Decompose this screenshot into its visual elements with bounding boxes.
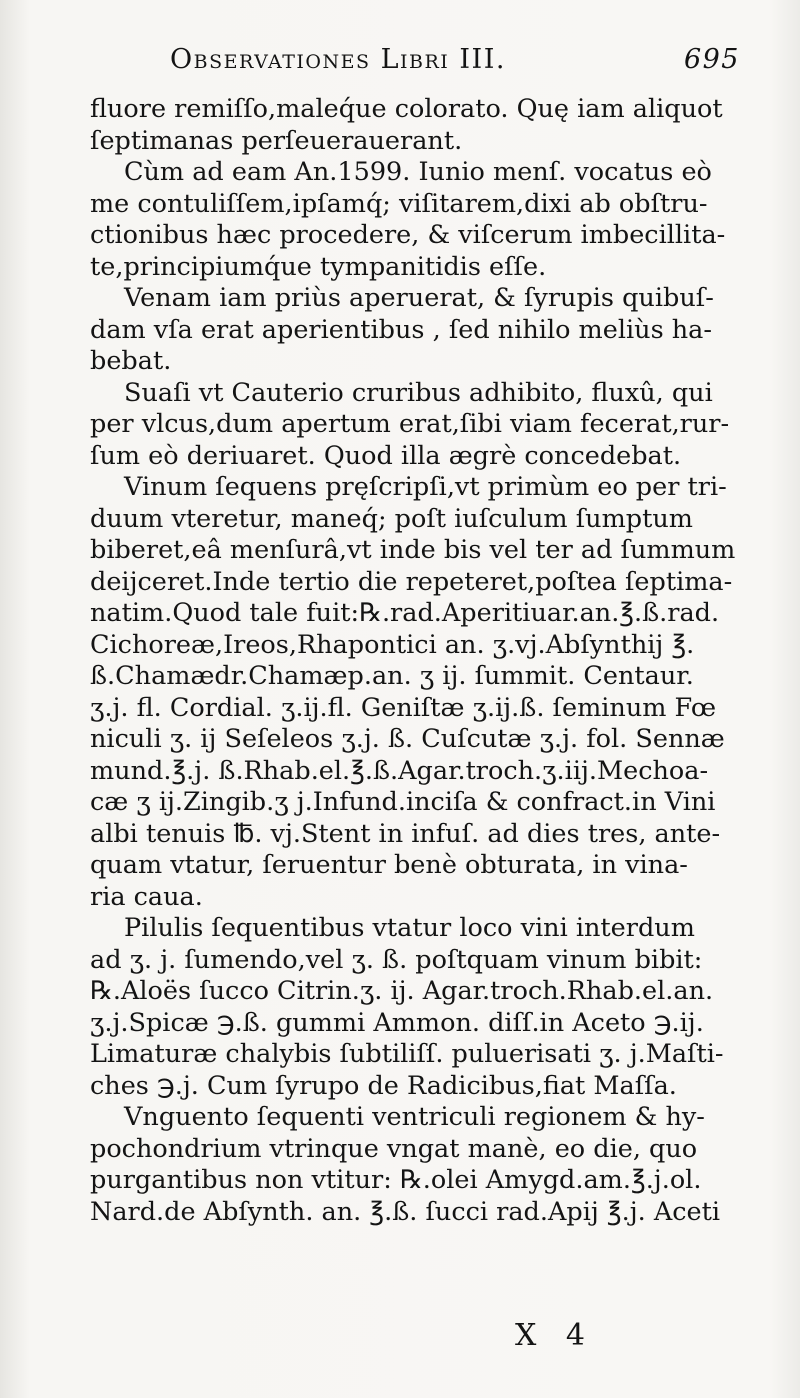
text-line: bebat. (90, 346, 172, 376)
text-line: Cichoreæ,Ireos,Rhapontici an. ʒ.vj.Abſynthij ℥. (90, 629, 695, 660)
text-line: ſum eò deriuaret. Quod illa ægrè concedebat. (90, 440, 682, 471)
text-line: te,principiumq́ue tympanitidis eſſe. (90, 251, 547, 282)
text-line: albi tenuis ℔. vj.Stent in infuſ. ad dies tres, ante- (90, 818, 721, 849)
running-title: Observationes Libri III. (170, 44, 506, 75)
text-line: purgantibus non vtitur: ℞.olei Amygd.am.℥.j.ol. (90, 1165, 702, 1195)
text-line: per vlcus,dum apertum erat,ſibi viam fecerat,rur- (90, 409, 730, 439)
text-line: niculi ʒ. ij Seſeleos ʒ.j. ß. Cuſcutæ ʒ.j. fol. Sennæ (90, 724, 725, 754)
text-line: ʒ.j.Spicæ ℈.ß. gummi Ammon. diſſ.in Aceto ℈.ij. (90, 1007, 704, 1038)
text-line: ʒ.j. fl. Cordial. ʒ.ij.fl. Geniſtæ ʒ.ij.ß. ſeminum Fœ (90, 692, 717, 723)
text-line: quam vtatur, ſeruentur benè obturata, in vina- (90, 850, 688, 880)
text-line: dam vſa erat aperientibus , ſed nihilo meliùs ha- (90, 314, 712, 345)
text-line: cæ ʒ ij.Zingib.ʒ j.Infund.inciſa & confract.in Vini (90, 787, 716, 817)
text-line: Vinum ſequens pręſcripſi,vt primùm eo per tri- (124, 472, 727, 502)
text-line: natim.Quod tale fuit:℞.rad.Aperitiuar.an.℥.ß.rad. (90, 598, 720, 628)
text-line: ℞.Aloës ſucco Citrin.ʒ. ij. Agar.troch.Rhab.el.an. (90, 976, 714, 1006)
text-line: ctionibus hæc procedere, & viſcerum imbecillita- (90, 220, 726, 250)
text-line: Vnguento ſequenti ventriculi regionem & hy- (124, 1102, 705, 1132)
page-number: 695 (683, 44, 740, 75)
text-line: ches ℈.j. Cum ſyrupo de Radicibus,fiat Maſſa. (90, 1070, 677, 1101)
text-line: me contuliſſem,ipſamq́; viſitarem,dixi ab obſtru- (90, 188, 708, 219)
text-line: mund.℥.j. ß.Rhab.el.℥.ß.Agar.troch.ʒ.iij.Mechoa- (90, 755, 709, 786)
running-header (170, 44, 740, 88)
text-line: ſeptimanas perſeuerauerant. (90, 125, 463, 156)
text-line: Cùm ad eam An.1599. Iunio menſ. vocatus eò (124, 157, 712, 187)
text-line: Suaſi vt Cauterio cruribus adhibito, fluxû, qui (124, 377, 713, 408)
text-line: fluore remiſſo,maleq́ue colorato. Quę iam aliquot (90, 94, 723, 124)
text-line: Nard.de Abſynth. an. ℥.ß. ſucci rad.Apij ℥.j. Aceti (90, 1196, 721, 1227)
text-line: Venam iam priùs aperuerat, & ſyrupis quibuſ- (124, 283, 714, 313)
body-text (90, 94, 740, 1228)
signature-mark: X 4 (515, 1318, 595, 1353)
text-line: ß.Chamædr.Chamæp.an. ʒ ij. ſummit. Centaur. (90, 661, 694, 691)
text-line: ria caua. (90, 881, 203, 912)
text-line: pochondrium vtrinque vngat manè, eo die, quo (90, 1133, 698, 1164)
text-line: ad ʒ. j. ſumendo,vel ʒ. ß. poſtquam vinum bibit: (90, 944, 703, 975)
text-line: biberet,eâ menſurâ,vt inde bis vel ter ad ſummum (90, 535, 736, 565)
text-line: Limaturæ chalybis ſubtiliſſ. puluerisati ʒ. j.Maſti- (90, 1039, 724, 1069)
text-line: deijceret.Inde tertio die repeteret,poſtea ſeptima- (90, 566, 733, 597)
text-line: Pilulis ſequentibus vtatur loco vini interdum (124, 913, 695, 943)
text-line: duum vteretur, maneq́; poſt iuſculum ſumptum (90, 503, 693, 534)
